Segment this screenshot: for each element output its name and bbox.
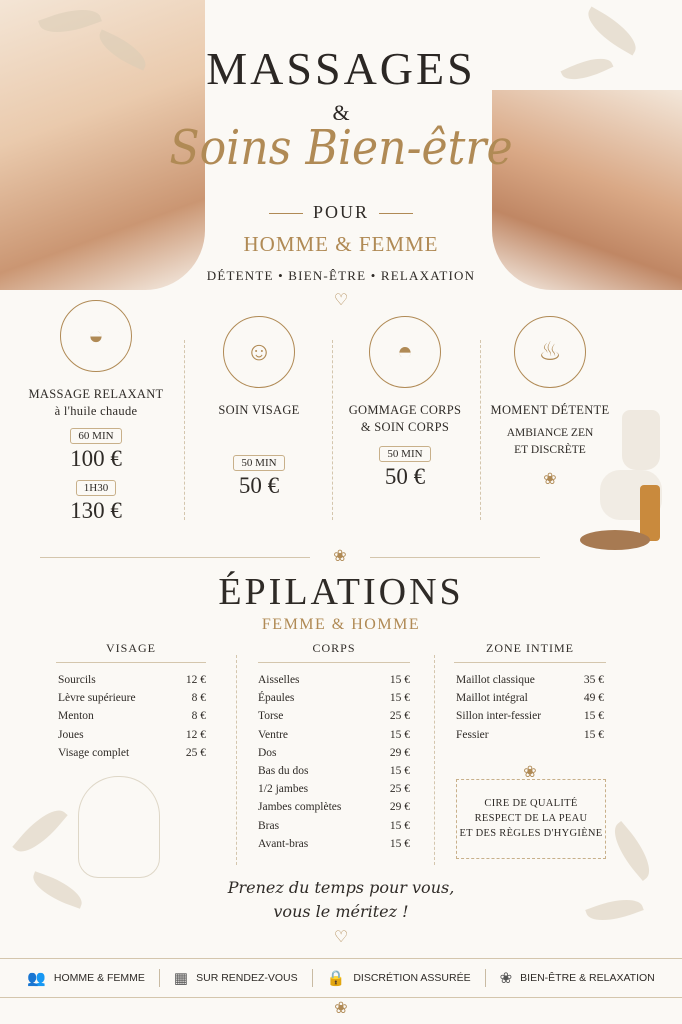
item-name: Menton: [58, 710, 94, 723]
main-title: MASSAGES: [206, 43, 476, 94]
item-price: 12 €: [185, 728, 206, 741]
item-name: Maillot intégral: [456, 692, 528, 705]
price-row: [258, 765, 410, 783]
item-price: 15 €: [389, 837, 410, 850]
service-subtitle: ET DISCRÈTE: [514, 444, 586, 456]
price-row: [258, 674, 410, 692]
price-list-visage: [58, 674, 206, 765]
duration-badge: 50 MIN: [233, 455, 284, 471]
price-row: [58, 747, 206, 765]
service-name: GOMMAGE CORPS: [348, 403, 462, 417]
item-price: 8 €: [191, 692, 206, 705]
footer-item: [327, 969, 471, 987]
footer-label: HOMME & FEMME: [53, 972, 145, 984]
calendar-icon: ▦: [173, 970, 189, 987]
heart-icon: ♡: [333, 929, 349, 946]
price-row: [456, 710, 604, 728]
item-name: Torse: [258, 710, 284, 723]
item-price: 15 €: [389, 764, 410, 777]
divider: [56, 662, 206, 663]
epilations-subtitle: FEMME & HOMME: [261, 616, 421, 633]
item-price: 15 €: [583, 728, 604, 741]
price-list-intime: [456, 674, 604, 747]
price-row: [58, 729, 206, 747]
price-row: [58, 674, 206, 692]
lotus-icon: ❀: [499, 970, 513, 987]
item-price: 15 €: [389, 692, 410, 705]
column-header-corps: CORPS: [312, 641, 356, 655]
scrub-bowl-icon: ◓: [369, 316, 441, 388]
item-price: 49 €: [583, 692, 604, 705]
footer-bar: [0, 958, 682, 998]
divider: [332, 340, 333, 520]
duration-badge: 60 MIN: [70, 428, 121, 444]
note-line: RESPECT DE LA PEAU: [474, 813, 588, 824]
spa-still-life: [600, 300, 670, 560]
hot-stones-icon: ◒: [60, 300, 132, 372]
divider: [236, 655, 237, 865]
price-list-corps: [258, 674, 410, 856]
item-name: Bas du dos: [258, 764, 309, 777]
price-row: [58, 710, 206, 728]
service-visage: [194, 316, 324, 499]
epilations-title: ÉPILATIONS: [218, 571, 464, 613]
item-name: Jambes complètes: [258, 801, 342, 814]
column-header-visage: VISAGE: [106, 641, 156, 655]
price-row: [258, 783, 410, 801]
service-name: MASSAGE RELAXANT: [28, 387, 164, 401]
lotus-icon: ❀: [333, 548, 347, 565]
quote-line: Prenez du temps pour vous,: [227, 878, 455, 897]
woman-sketch-illustration: [78, 776, 160, 878]
price-row: [258, 692, 410, 710]
tagline: DÉTENTE • BIEN-ÊTRE • RELAXATION: [206, 268, 476, 283]
audience-label: HOMME & FEMME: [243, 232, 439, 256]
note-line: CIRE DE QUALITÉ: [484, 798, 578, 809]
item-price: 25 €: [185, 746, 206, 759]
leaf-decoration: [604, 821, 659, 881]
footer-label: BIEN-ÊTRE & RELAXATION: [520, 972, 655, 984]
divider: [258, 662, 410, 663]
item-name: 1/2 jambes: [258, 783, 309, 796]
pour-label: POUR: [0, 202, 682, 223]
price-row: [258, 801, 410, 819]
item-name: Visage complet: [58, 746, 130, 759]
item-price: 15 €: [389, 819, 410, 832]
script-subtitle: Soins Bien-être: [169, 120, 513, 176]
divider: [159, 969, 160, 987]
divider: [454, 662, 606, 663]
item-price: 25 €: [389, 783, 410, 796]
duration-badge: 1H30: [76, 480, 116, 496]
divider: [184, 340, 185, 520]
heart-icon: ♡: [333, 292, 349, 309]
price-row: [456, 692, 604, 710]
item-price: 15 €: [389, 728, 410, 741]
item-name: Sourcils: [58, 674, 96, 686]
item-name: Aisselles: [258, 674, 300, 686]
item-price: 25 €: [389, 710, 410, 723]
service-name: SOIN VISAGE: [218, 403, 300, 417]
item-name: Ventre: [258, 728, 289, 741]
item-name: Maillot classique: [456, 674, 535, 686]
divider: [434, 655, 435, 865]
item-name: Épaules: [258, 692, 295, 705]
service-massage: [26, 300, 166, 524]
price-row: [58, 692, 206, 710]
service-price: 100 €: [70, 446, 122, 471]
footer-item: [174, 969, 298, 987]
face-care-icon: ☺: [223, 316, 295, 388]
divider: [480, 340, 481, 520]
price-row: [258, 838, 410, 856]
item-price: 29 €: [389, 746, 410, 759]
leaf-decoration: [12, 801, 67, 861]
item-price: 15 €: [583, 710, 604, 723]
column-header-intime: ZONE INTIME: [486, 641, 574, 655]
item-name: Avant-bras: [258, 837, 309, 850]
footer-item: [27, 969, 145, 987]
item-price: 15 €: [389, 674, 410, 686]
service-price: 50 €: [384, 464, 426, 489]
lotus-icon: ❀: [523, 764, 537, 781]
item-name: Sillon inter-fessier: [456, 710, 542, 723]
item-name: Bras: [258, 819, 280, 832]
quote: [0, 876, 682, 924]
item-price: 29 €: [389, 801, 410, 814]
candles-icon: ♨: [514, 316, 586, 388]
note-line: ET DES RÈGLES D'HYGIÈNE: [459, 828, 603, 839]
lock-icon: 🔒: [326, 970, 346, 987]
item-name: Lèvre supérieure: [58, 692, 136, 705]
item-price: 12 €: [185, 674, 206, 686]
item-name: Fessier: [456, 728, 489, 741]
footer-item: [500, 969, 655, 987]
item-price: 8 €: [191, 710, 206, 723]
price-row: [258, 747, 410, 765]
service-detente: [490, 316, 610, 489]
title-ampersand: &: [332, 100, 350, 125]
item-name: Joues: [58, 728, 84, 741]
service-price: 130 €: [70, 498, 122, 523]
item-price: 35 €: [583, 674, 604, 686]
footer-label: SUR RENDEZ-VOUS: [196, 972, 298, 984]
divider: [40, 557, 310, 558]
divider: [485, 969, 486, 987]
service-name-detail: à l'huile chaude: [54, 404, 138, 418]
people-icon: 👥: [27, 970, 46, 987]
price-row: [258, 710, 410, 728]
divider: [370, 557, 540, 558]
service-price: 50 €: [238, 473, 280, 498]
quote-line: vous le méritez !: [273, 902, 409, 921]
price-row: [456, 729, 604, 747]
price-row: [258, 729, 410, 747]
divider: [312, 969, 313, 987]
footer-label: DISCRÉTION ASSURÉE: [353, 972, 471, 984]
price-row: [456, 674, 604, 692]
service-gommage: [340, 316, 470, 490]
price-row: [258, 820, 410, 838]
duration-badge: 50 MIN: [379, 446, 430, 462]
service-name: MOMENT DÉTENTE: [490, 403, 610, 417]
lotus-icon: ❀: [334, 1000, 348, 1017]
service-name-detail: & SOIN CORPS: [360, 420, 450, 434]
service-subtitle: AMBIANCE ZEN: [506, 427, 594, 439]
item-name: Dos: [258, 746, 277, 759]
lotus-icon: ❀: [543, 471, 557, 488]
wax-quality-note: [456, 779, 606, 859]
